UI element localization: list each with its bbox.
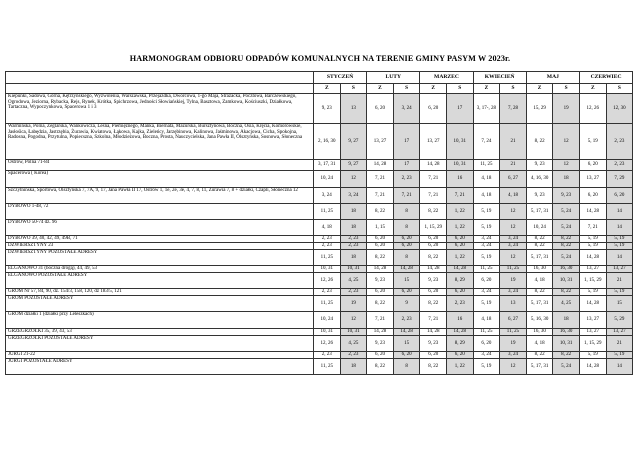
segregated-waste-date-cell: 6, 20: [393, 352, 420, 359]
mixed-waste-date-cell: 5, 19: [579, 243, 606, 250]
month-header: LUTY: [367, 72, 420, 84]
location-cell: GRZEGRZÓŁKI 35, 39, 43, 53: [6, 329, 314, 336]
segregated-waste-date-cell: 5, 29: [606, 312, 633, 329]
mixed-waste-date-cell: 5, 17, 31: [526, 359, 553, 375]
segregated-waste-date-cell: 18: [340, 359, 367, 375]
location-cell: GRZEGRZÓŁKI POZOSTAŁE ADRESY: [6, 336, 314, 352]
mixed-waste-date-cell: 7, 24: [473, 124, 500, 160]
segregated-waste-date-cell: 7, 28: [500, 94, 527, 124]
segregated-waste-date-cell: 11, 25: [500, 266, 527, 273]
segregated-waste-date-cell: 8, 29: [446, 336, 473, 352]
z-header: Z: [367, 84, 394, 94]
mixed-waste-date-cell: 5, 19: [473, 250, 500, 266]
mixed-waste-date-cell: 6, 20: [367, 352, 394, 359]
mixed-waste-date-cell: 6, 20: [367, 94, 394, 124]
segregated-waste-date-cell: 12: [500, 204, 527, 220]
segregated-waste-date-cell: 4, 25: [340, 273, 367, 289]
segregated-waste-date-cell: 14: [606, 359, 633, 375]
segregated-waste-date-cell: 2, 23: [340, 236, 367, 243]
table-row: [6, 352, 633, 359]
location-cell: GROM Nr 57, 84, 90, dz. 154/3, 158, 120, dz 183/5, 121: [6, 289, 314, 296]
mixed-waste-date-cell: 1, 15, 29: [420, 220, 447, 236]
location-cell: ELGANOWO POZOSTAŁE ADRESY: [6, 273, 314, 289]
mixed-waste-date-cell: 10, 24: [314, 312, 341, 329]
segregated-waste-date-cell: 2, 23: [393, 312, 420, 329]
location-cell: GROM POZOSTAŁE ADRESY: [6, 296, 314, 312]
location-cell: DZWIERSZTYNY POZOSTAŁE ADRESY: [6, 250, 314, 266]
mixed-waste-date-cell: 6, 20: [367, 243, 394, 250]
mixed-waste-date-cell: 11, 25: [473, 160, 500, 171]
table-row: [6, 359, 633, 375]
month-header: CZERWIEC: [579, 72, 632, 84]
mixed-waste-date-cell: 10, 31: [314, 329, 341, 336]
mixed-waste-date-cell: 13, 27: [579, 266, 606, 273]
location-cell: JURGI 21-22: [6, 352, 314, 359]
segregated-waste-date-cell: 6, 27: [500, 312, 527, 329]
segregated-waste-date-cell: 18: [553, 312, 580, 329]
table-row: [6, 336, 633, 352]
mixed-waste-date-cell: 8, 22: [526, 124, 553, 160]
mixed-waste-date-cell: 6, 20: [579, 160, 606, 171]
table-row: [6, 220, 633, 236]
mixed-waste-date-cell: 14, 28: [420, 329, 447, 336]
segregated-waste-date-cell: 18: [340, 220, 367, 236]
segregated-waste-date-cell: 10, 31: [553, 336, 580, 352]
mixed-waste-date-cell: 13, 27: [579, 171, 606, 188]
mixed-waste-date-cell: 1, 15, 29: [579, 336, 606, 352]
segregated-waste-date-cell: 9, 23: [553, 188, 580, 204]
mixed-waste-date-cell: 13, 27: [579, 329, 606, 336]
mixed-waste-date-cell: 10, 24: [526, 220, 553, 236]
segregated-waste-date-cell: 6, 20: [446, 289, 473, 296]
mixed-waste-date-cell: 8, 22: [526, 236, 553, 243]
mixed-waste-date-cell: 6, 20: [420, 94, 447, 124]
segregated-waste-date-cell: 8: [393, 359, 420, 375]
mixed-waste-date-cell: 14, 28: [579, 250, 606, 266]
mixed-waste-date-cell: 1, 15, 29: [579, 273, 606, 289]
mixed-waste-date-cell: 8, 22: [526, 289, 553, 296]
mixed-waste-date-cell: 9, 23: [367, 273, 394, 289]
mixed-waste-date-cell: 14, 28: [420, 266, 447, 273]
mixed-waste-date-cell: 11, 25: [314, 250, 341, 266]
mixed-waste-date-cell: 6, 20: [420, 236, 447, 243]
segregated-waste-date-cell: 19: [553, 94, 580, 124]
segregated-waste-date-cell: 5, 19: [606, 243, 633, 250]
segregated-waste-date-cell: 1, 22: [446, 359, 473, 375]
table-row: [6, 289, 633, 296]
segregated-waste-date-cell: 8, 22: [553, 236, 580, 243]
zs-header-row: [6, 84, 633, 94]
segregated-waste-date-cell: 15: [606, 296, 633, 312]
segregated-waste-date-cell: 14, 28: [446, 266, 473, 273]
table-row: [6, 312, 633, 329]
mixed-waste-date-cell: 5, 19: [579, 236, 606, 243]
mixed-waste-date-cell: 12, 26: [314, 336, 341, 352]
mixed-waste-date-cell: 2, 23: [314, 236, 341, 243]
mixed-waste-date-cell: 3, 17, 31: [314, 160, 341, 171]
mixed-waste-date-cell: 11, 25: [314, 359, 341, 375]
mixed-waste-date-cell: 1, 15: [367, 220, 394, 236]
segregated-waste-date-cell: 4, 25: [553, 296, 580, 312]
segregated-waste-date-cell: 6, 20: [393, 289, 420, 296]
table-row: [6, 204, 633, 220]
mixed-waste-date-cell: 6, 20: [579, 188, 606, 204]
mixed-waste-date-cell: 7, 21: [579, 220, 606, 236]
mixed-waste-date-cell: 11, 25: [473, 266, 500, 273]
mixed-waste-date-cell: 5, 17, 31: [526, 204, 553, 220]
segregated-waste-date-cell: 14: [606, 204, 633, 220]
segregated-waste-date-cell: 18: [340, 250, 367, 266]
segregated-waste-date-cell: 15: [393, 273, 420, 289]
mixed-waste-date-cell: 8, 22: [420, 359, 447, 375]
segregated-waste-date-cell: 16: [446, 171, 473, 188]
mixed-waste-date-cell: 5, 19: [579, 352, 606, 359]
z-header: Z: [314, 84, 341, 94]
segregated-waste-date-cell: 5, 19: [606, 289, 633, 296]
segregated-waste-date-cell: 3, 24: [500, 289, 527, 296]
segregated-waste-date-cell: 5, 19: [606, 352, 633, 359]
segregated-waste-date-cell: 14, 28: [393, 266, 420, 273]
mixed-waste-date-cell: 11, 25: [314, 296, 341, 312]
segregated-waste-date-cell: 10, 31: [553, 273, 580, 289]
table-row: [6, 188, 633, 204]
month-header-row: [6, 72, 633, 84]
mixed-waste-date-cell: 11, 25: [314, 204, 341, 220]
mixed-waste-date-cell: 10, 24: [314, 171, 341, 188]
mixed-waste-date-cell: 8, 22: [367, 250, 394, 266]
mixed-waste-date-cell: 8, 22: [526, 243, 553, 250]
s-header: S: [553, 84, 580, 94]
segregated-waste-date-cell: 1, 22: [446, 204, 473, 220]
segregated-waste-date-cell: 13: [340, 94, 367, 124]
segregated-waste-date-cell: 12: [340, 312, 367, 329]
segregated-waste-date-cell: 11, 25: [500, 329, 527, 336]
table-row: [6, 124, 633, 160]
location-cell: ELGANOWO 31 (boczna drogą), 44, 49, 53: [6, 266, 314, 273]
month-header: MAJ: [526, 72, 579, 84]
segregated-waste-date-cell: 18: [553, 171, 580, 188]
mixed-waste-date-cell: 3, 24: [473, 243, 500, 250]
mixed-waste-date-cell: 8, 22: [367, 204, 394, 220]
mixed-waste-date-cell: 14, 28: [579, 296, 606, 312]
table-row: [6, 236, 633, 243]
mixed-waste-date-cell: 4, 18: [473, 312, 500, 329]
segregated-waste-date-cell: 3, 24: [500, 352, 527, 359]
mixed-waste-date-cell: 14, 28: [367, 329, 394, 336]
segregated-waste-date-cell: 1, 22: [446, 250, 473, 266]
z-header: Z: [473, 84, 500, 94]
segregated-waste-date-cell: 9: [393, 296, 420, 312]
mixed-waste-date-cell: 7, 21: [420, 188, 447, 204]
mixed-waste-date-cell: 4, 18: [473, 171, 500, 188]
segregated-waste-date-cell: 3, 24: [393, 94, 420, 124]
segregated-waste-date-cell: 12: [500, 359, 527, 375]
segregated-waste-date-cell: 2, 23: [606, 160, 633, 171]
segregated-waste-date-cell: 2, 23: [446, 296, 473, 312]
mixed-waste-date-cell: 9, 23: [526, 188, 553, 204]
mixed-waste-date-cell: 13, 27: [420, 124, 447, 160]
segregated-waste-date-cell: 14: [606, 220, 633, 236]
mixed-waste-date-cell: 16, 30: [526, 329, 553, 336]
segregated-waste-date-cell: 19: [500, 336, 527, 352]
segregated-waste-date-cell: 6, 20: [393, 243, 420, 250]
segregated-waste-date-cell: 9, 27: [340, 124, 367, 160]
schedule-body: [6, 94, 633, 375]
mixed-waste-date-cell: 7, 21: [420, 312, 447, 329]
corner-cell: [6, 84, 314, 94]
segregated-waste-date-cell: 6, 20: [606, 188, 633, 204]
mixed-waste-date-cell: 7, 21: [367, 171, 394, 188]
segregated-waste-date-cell: 3, 24: [500, 236, 527, 243]
segregated-waste-date-cell: 13: [500, 296, 527, 312]
segregated-waste-date-cell: 8, 22: [553, 352, 580, 359]
segregated-waste-date-cell: 9, 27: [340, 160, 367, 171]
corner-cell: [6, 72, 314, 84]
mixed-waste-date-cell: 5, 19: [473, 359, 500, 375]
mixed-waste-date-cell: 12, 26: [579, 94, 606, 124]
schedule-table: [5, 71, 633, 375]
s-header: S: [340, 84, 367, 94]
segregated-waste-date-cell: 16, 30: [553, 266, 580, 273]
mixed-waste-date-cell: 5, 19: [473, 296, 500, 312]
segregated-waste-date-cell: 5, 24: [553, 250, 580, 266]
segregated-waste-date-cell: 15: [393, 336, 420, 352]
mixed-waste-date-cell: 8, 22: [526, 352, 553, 359]
segregated-waste-date-cell: 14, 28: [393, 329, 420, 336]
mixed-waste-date-cell: 4, 16, 30: [526, 171, 553, 188]
z-header: Z: [579, 84, 606, 94]
segregated-waste-date-cell: 8: [393, 204, 420, 220]
segregated-waste-date-cell: 21: [606, 273, 633, 289]
segregated-waste-date-cell: 8, 29: [446, 273, 473, 289]
segregated-waste-date-cell: 18: [340, 204, 367, 220]
location-cell: Spacerowa ( Korea): [6, 171, 314, 188]
segregated-waste-date-cell: 6, 20: [446, 352, 473, 359]
segregated-waste-date-cell: 19: [340, 296, 367, 312]
mixed-waste-date-cell: 3, 17-, 28: [473, 94, 500, 124]
segregated-waste-date-cell: 10, 31: [446, 160, 473, 171]
segregated-waste-date-cell: 12, 30: [606, 94, 633, 124]
segregated-waste-date-cell: 14, 28: [446, 329, 473, 336]
table-row: [6, 94, 633, 124]
segregated-waste-date-cell: 3, 24: [500, 243, 527, 250]
mixed-waste-date-cell: 8, 22: [420, 204, 447, 220]
segregated-waste-date-cell: 16, 30: [553, 329, 580, 336]
location-cell: DYBOWO 50-74 dz. 96: [6, 220, 314, 236]
location-cell: Szczytnińska, Sportowa, Olsztyńska 7, 7A, 9, 17, Jana Pawła II 17, Ostrów 1, 1e, 2e, 3e, 4, 7, 8, 11, Żurawia 7, 8 + działki, Czapli, Słoneczna 12: [6, 188, 314, 204]
mixed-waste-date-cell: 5, 17, 31: [526, 296, 553, 312]
month-header: KWIECIEŃ: [473, 72, 526, 84]
segregated-waste-date-cell: 12: [553, 160, 580, 171]
segregated-waste-date-cell: 5, 24: [553, 204, 580, 220]
mixed-waste-date-cell: 14, 28: [367, 160, 394, 171]
mixed-waste-date-cell: 5, 19: [473, 204, 500, 220]
mixed-waste-date-cell: 2, 23: [314, 243, 341, 250]
segregated-waste-date-cell: 6, 27: [500, 171, 527, 188]
segregated-waste-date-cell: 7, 21: [393, 188, 420, 204]
mixed-waste-date-cell: 12, 26: [314, 273, 341, 289]
month-header: MARZEC: [420, 72, 473, 84]
segregated-waste-date-cell: 5, 19: [606, 236, 633, 243]
segregated-waste-date-cell: 1, 22: [446, 220, 473, 236]
mixed-waste-date-cell: 5, 17, 31: [526, 250, 553, 266]
segregated-waste-date-cell: 12: [500, 220, 527, 236]
s-header: S: [500, 84, 527, 94]
segregated-waste-date-cell: 10, 31: [340, 329, 367, 336]
segregated-waste-date-cell: 13, 27: [606, 266, 633, 273]
mixed-waste-date-cell: 5, 19: [579, 124, 606, 160]
s-header: S: [606, 84, 633, 94]
segregated-waste-date-cell: 2, 23: [340, 243, 367, 250]
segregated-waste-date-cell: 14: [606, 250, 633, 266]
mixed-waste-date-cell: 3, 24: [473, 352, 500, 359]
segregated-waste-date-cell: 4, 18: [500, 188, 527, 204]
segregated-waste-date-cell: 12: [340, 171, 367, 188]
mixed-waste-date-cell: 4, 18: [526, 336, 553, 352]
mixed-waste-date-cell: 3, 24: [473, 236, 500, 243]
segregated-waste-date-cell: 8, 22: [553, 289, 580, 296]
segregated-waste-date-cell: 2, 23: [393, 171, 420, 188]
mixed-waste-date-cell: 6, 20: [473, 273, 500, 289]
mixed-waste-date-cell: 8, 22: [420, 296, 447, 312]
mixed-waste-date-cell: 2, 23: [314, 289, 341, 296]
mixed-waste-date-cell: 5, 19: [579, 289, 606, 296]
mixed-waste-date-cell: 8, 22: [367, 296, 394, 312]
segregated-waste-date-cell: 12: [553, 124, 580, 160]
segregated-waste-date-cell: 6, 20: [446, 236, 473, 243]
mixed-waste-date-cell: 13, 27: [579, 312, 606, 329]
segregated-waste-date-cell: 13, 27: [606, 329, 633, 336]
segregated-waste-date-cell: 21: [500, 124, 527, 160]
mixed-waste-date-cell: 2, 23: [314, 352, 341, 359]
location-cell: DYBOWO 1-48, 72: [6, 204, 314, 220]
location-cell: GROM działki 1 (działki przy Leleszkach): [6, 312, 314, 329]
segregated-waste-date-cell: 8: [393, 220, 420, 236]
mixed-waste-date-cell: 3, 24: [314, 188, 341, 204]
segregated-waste-date-cell: 19: [500, 273, 527, 289]
segregated-waste-date-cell: 12: [500, 250, 527, 266]
location-cell: Ostrów, Polna 71-84: [6, 160, 314, 171]
mixed-waste-date-cell: 11, 25: [473, 329, 500, 336]
segregated-waste-date-cell: 2, 23: [340, 352, 367, 359]
segregated-waste-date-cell: 7, 21: [446, 188, 473, 204]
mixed-waste-date-cell: 10, 31: [314, 266, 341, 273]
mixed-waste-date-cell: 9, 23: [420, 273, 447, 289]
segregated-waste-date-cell: 21: [606, 336, 633, 352]
mixed-waste-date-cell: 14, 28: [579, 204, 606, 220]
segregated-waste-date-cell: 5, 24: [553, 359, 580, 375]
mixed-waste-date-cell: 14, 28: [367, 266, 394, 273]
segregated-waste-date-cell: 16: [446, 312, 473, 329]
segregated-waste-date-cell: 7, 29: [606, 171, 633, 188]
mixed-waste-date-cell: 9, 23: [420, 336, 447, 352]
mixed-waste-date-cell: 14, 28: [579, 359, 606, 375]
segregated-waste-date-cell: 8: [393, 250, 420, 266]
location-cell: DYBOWO 39, 40, 42, 49, 49B, 71: [6, 236, 314, 243]
segregated-waste-date-cell: 2, 23: [340, 289, 367, 296]
table-row: [6, 171, 633, 188]
mixed-waste-date-cell: 6, 20: [367, 289, 394, 296]
mixed-waste-date-cell: 14, 28: [420, 160, 447, 171]
mixed-waste-date-cell: 6, 20: [420, 352, 447, 359]
mixed-waste-date-cell: 4, 18: [526, 273, 553, 289]
mixed-waste-date-cell: 3, 24: [473, 289, 500, 296]
s-header: S: [446, 84, 473, 94]
segregated-waste-date-cell: 2, 23: [606, 124, 633, 160]
table-row: [6, 250, 633, 266]
segregated-waste-date-cell: 17: [393, 160, 420, 171]
mixed-waste-date-cell: 4, 18: [314, 220, 341, 236]
mixed-waste-date-cell: 9, 23: [526, 160, 553, 171]
segregated-waste-date-cell: 10, 31: [446, 124, 473, 160]
s-header: S: [393, 84, 420, 94]
mixed-waste-date-cell: 8, 22: [367, 359, 394, 375]
mixed-waste-date-cell: 4, 18: [473, 188, 500, 204]
table-row: [6, 273, 633, 289]
segregated-waste-date-cell: 5, 24: [553, 220, 580, 236]
location-cell: DZWIERSZTYNY 23: [6, 243, 314, 250]
table-row: [6, 160, 633, 171]
segregated-waste-date-cell: 21: [500, 160, 527, 171]
mixed-waste-date-cell: 8, 22: [420, 250, 447, 266]
table-row: [6, 243, 633, 250]
mixed-waste-date-cell: 5, 19: [473, 220, 500, 236]
mixed-waste-date-cell: 15, 29: [526, 94, 553, 124]
segregated-waste-date-cell: 4, 25: [340, 336, 367, 352]
location-cell: Warmińska, Polna, Żeglarska, Wańkowicza, Leśna, Piemiężnego, Mańka, Biernata, Mazurska, Bursztynowa, Boczna, Osia, Kręcia, Komorowskie, Jasłośica, Łabędzia, Jastrzębia, Żurawia, Kwiatowa, Łąkowa, Kajka, Zieleńcy, Jarzębinowa, Kalinowa, Jaśminowa, Akacjowa, Cicha, Spokojna, Radosna, Pogodna, Przytulna, Popiecszna, Szkolna, Młodzieżowa, Boczna, Prosta, Nauczycielska, Jana Pawła II, Olsztyńska, Sosnowa, Słoneczna: [6, 124, 314, 160]
z-header: Z: [420, 84, 447, 94]
month-header: STYCZEŃ: [314, 72, 367, 84]
mixed-waste-date-cell: 7, 21: [367, 188, 394, 204]
table-row: [6, 296, 633, 312]
mixed-waste-date-cell: 16, 30: [526, 266, 553, 273]
segregated-waste-date-cell: 17: [393, 124, 420, 160]
segregated-waste-date-cell: 6, 20: [393, 236, 420, 243]
mixed-waste-date-cell: 7, 21: [367, 312, 394, 329]
segregated-waste-date-cell: 17: [446, 94, 473, 124]
segregated-waste-date-cell: 6, 20: [446, 243, 473, 250]
mixed-waste-date-cell: 9, 23: [367, 336, 394, 352]
location-cell: Kiepunki, Sadowa, Górna, Kętrzyńskiego, Wyzwolenia, Warszawska, Przejazdka, Dworcowa, 1-go Maja, Strażacka, Pocztowa, Barczewskiego, Ogrodowa, Jeziorna, Rybacka, Rejs, Rynek, Krótka, Spichrzowa, Jedności Słowiańskiej, Tylna, Basztowa, Zamkowa, Kościuszki, Działkowa, Tartaczna, Wypoczynkowa, Spacerowa 1 i 3: [6, 94, 314, 124]
location-cell: JURGI POZOSTAŁE ADRESY: [6, 359, 314, 375]
table-row: [6, 329, 633, 336]
z-header: Z: [526, 84, 553, 94]
segregated-waste-date-cell: 8, 22: [553, 243, 580, 250]
mixed-waste-date-cell: 5, 16, 30: [526, 312, 553, 329]
segregated-waste-date-cell: 10, 31: [340, 266, 367, 273]
mixed-waste-date-cell: 9, 23: [314, 94, 341, 124]
mixed-waste-date-cell: 6, 20: [420, 289, 447, 296]
mixed-waste-date-cell: 6, 20: [420, 243, 447, 250]
mixed-waste-date-cell: 7, 21: [420, 171, 447, 188]
table-row: [6, 266, 633, 273]
mixed-waste-date-cell: 6, 20: [473, 336, 500, 352]
mixed-waste-date-cell: 2, 16, 30: [314, 124, 341, 160]
mixed-waste-date-cell: 6, 20: [367, 236, 394, 243]
page-title: HARMONOGRAM ODBIORU ODPADÓW KOMUNALNYCH NA TERENIE GMINY PASYM W 2023r.: [129, 54, 511, 63]
segregated-waste-date-cell: 3, 24: [340, 188, 367, 204]
mixed-waste-date-cell: 13, 27: [367, 124, 394, 160]
